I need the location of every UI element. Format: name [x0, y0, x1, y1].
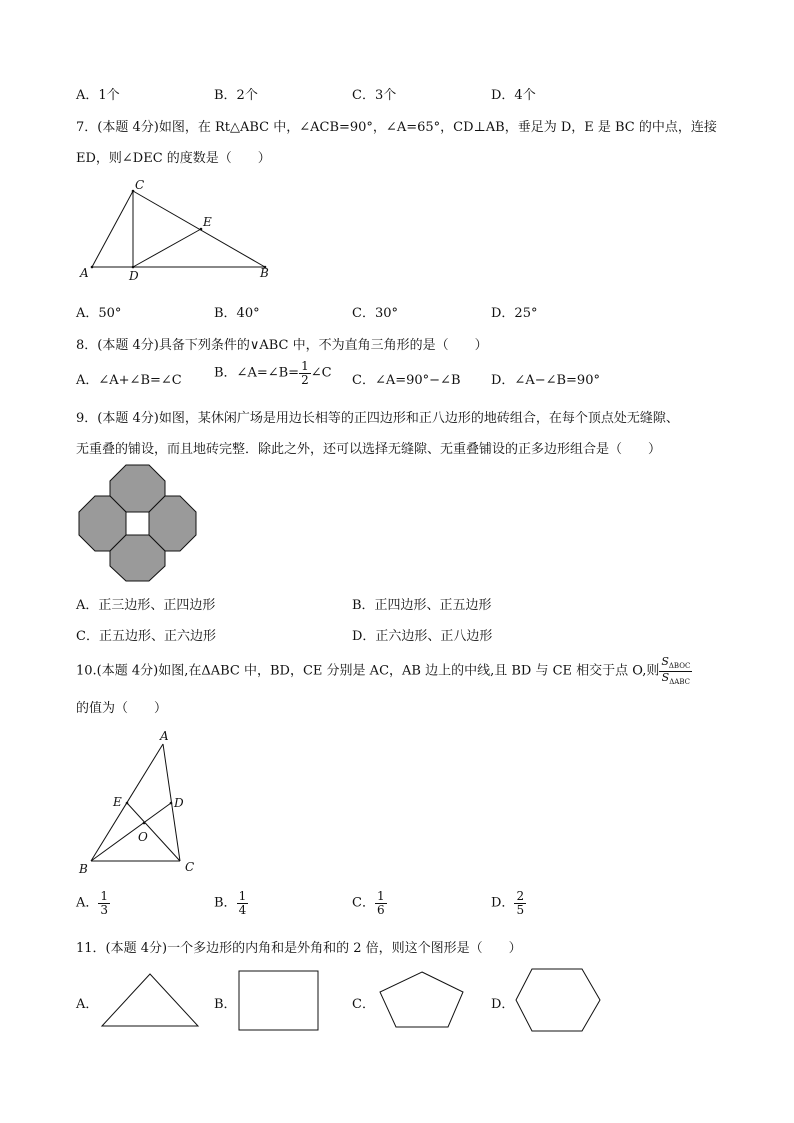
q8-option-a: A．∠A+∠B=∠C: [76, 373, 182, 388]
q7-label-c: C: [135, 178, 145, 192]
q9-center-square: [126, 512, 149, 535]
q10-area-ratio-fraction: [659, 656, 692, 686]
q10-option-d-fraction: $\frac{2}{5}$: [516, 889, 525, 917]
q11-option-b-label: B．: [214, 997, 237, 1012]
q9-stem-line1: 9．(本题 4分)如图，某休闲广场是用边长相等的正四边形和正八边形的地砖组合，在每个顶点处无缝隙、: [76, 411, 679, 426]
q10-label-e: E: [113, 795, 122, 809]
q10-stem-text: 10.(本题 4分)如图,在ΔABC 中，BD，CE 分别是 AC，AB 边上的中线,且 BD 与 CE 相交于点 O,则: [76, 663, 660, 679]
q7-option-a: A．50°: [76, 306, 122, 321]
q7-label-a: A: [80, 266, 89, 280]
q7-label-e: E: [203, 215, 212, 229]
q10-option-c: C． $\frac{1}{6}$: [352, 889, 385, 917]
q7-triangle-figure: [76, 176, 276, 286]
q9-option-b: B．正四边形、正五边形: [352, 598, 492, 613]
q9-option-c: C．正五边形、正六边形: [76, 629, 216, 644]
q10-stem-line2: 的值为（ ）: [76, 701, 168, 716]
q8-option-b-pre: B．∠A=∠B=: [214, 365, 300, 381]
q11-option-a-label: A．: [76, 997, 99, 1012]
q10-frac-denominator: $S_{\Delta ABC}$: [661, 670, 690, 686]
q11-option-c-pentagon: [378, 970, 466, 1030]
q8-frac-den: 2: [301, 372, 309, 387]
q11-option-b-rectangle: [238, 970, 320, 1032]
q7-option-c: C．30°: [352, 306, 398, 321]
q10-label-a: A: [160, 729, 169, 743]
q9-option-d: D．正六边形、正八边形: [352, 629, 493, 644]
q8-stem: 8．(本题 4分)具备下列条件的∨ABC 中，不为直角三角形的是（ ）: [76, 338, 488, 353]
q7-label-d: D: [129, 269, 139, 283]
q8-option-b: [214, 360, 332, 386]
q10-option-b: B． $\frac{1}{4}$: [214, 889, 247, 917]
q9-stem-line2: 无重叠的铺设，而且地砖完整．除此之外，还可以选择无缝隙、无重叠铺设的正多边形组合是（ ）: [76, 442, 662, 457]
q10-stem-line1: [76, 656, 692, 686]
q8-option-b-post: ∠C: [310, 365, 332, 381]
q6-option-c: C．3个: [352, 88, 397, 103]
q11-option-d-label: D．: [491, 997, 515, 1012]
q11-option-d-hexagon: [514, 967, 602, 1033]
q8-frac-num: 1: [301, 359, 309, 373]
q9-option-a: A．正三边形、正四边形: [76, 598, 216, 613]
q8-option-d: D．∠A−∠B=90°: [491, 373, 600, 388]
q10-label-b: B: [79, 862, 88, 876]
q6-option-a: A．1个: [76, 88, 120, 103]
q7-label-b: B: [260, 266, 269, 280]
q10-frac-numerator: $S_{\Delta BOC}$: [661, 655, 691, 671]
q11-option-c-label: C．: [352, 997, 375, 1012]
q10-option-b-fraction: $\frac{1}{4}$: [238, 889, 247, 917]
q6-option-d: D．4个: [491, 88, 536, 103]
q10-option-a-fraction: $\frac{1}{3}$: [100, 889, 109, 917]
q6-option-b: B．2个: [214, 88, 258, 103]
q7-stem-line1: 7．(本题 4分)如图，在 Rt△ABC 中，∠ACB=90°，∠A=65°，CD⊥AB，垂足为 D，E 是 BC 的中点，连接: [76, 120, 717, 135]
q7-option-d: D．25°: [491, 306, 538, 321]
q10-label-c: C: [185, 860, 195, 874]
q9-octagon-tiling-figure: [78, 464, 198, 582]
q10-triangle-figure: [76, 728, 206, 878]
q10-label-o: O: [138, 830, 148, 844]
q8-option-b-fraction: [299, 360, 311, 386]
q10-option-d: D． $\frac{2}{5}$: [491, 889, 525, 917]
q10-option-a: A． $\frac{1}{3}$: [76, 889, 109, 917]
q11-option-a-triangle: [100, 970, 200, 1030]
q10-label-d: D: [174, 796, 184, 810]
q11-stem: 11．(本题 4分)一个多边形的内角和是外角和的 2 倍，则这个图形是（ ）: [76, 941, 522, 956]
q7-stem-line2: ED，则∠DEC 的度数是（ ）: [76, 151, 271, 166]
q8-option-c: C．∠A=90°−∠B: [352, 373, 461, 388]
q7-option-b: B．40°: [214, 306, 260, 321]
q10-option-c-fraction: $\frac{1}{6}$: [376, 889, 385, 917]
